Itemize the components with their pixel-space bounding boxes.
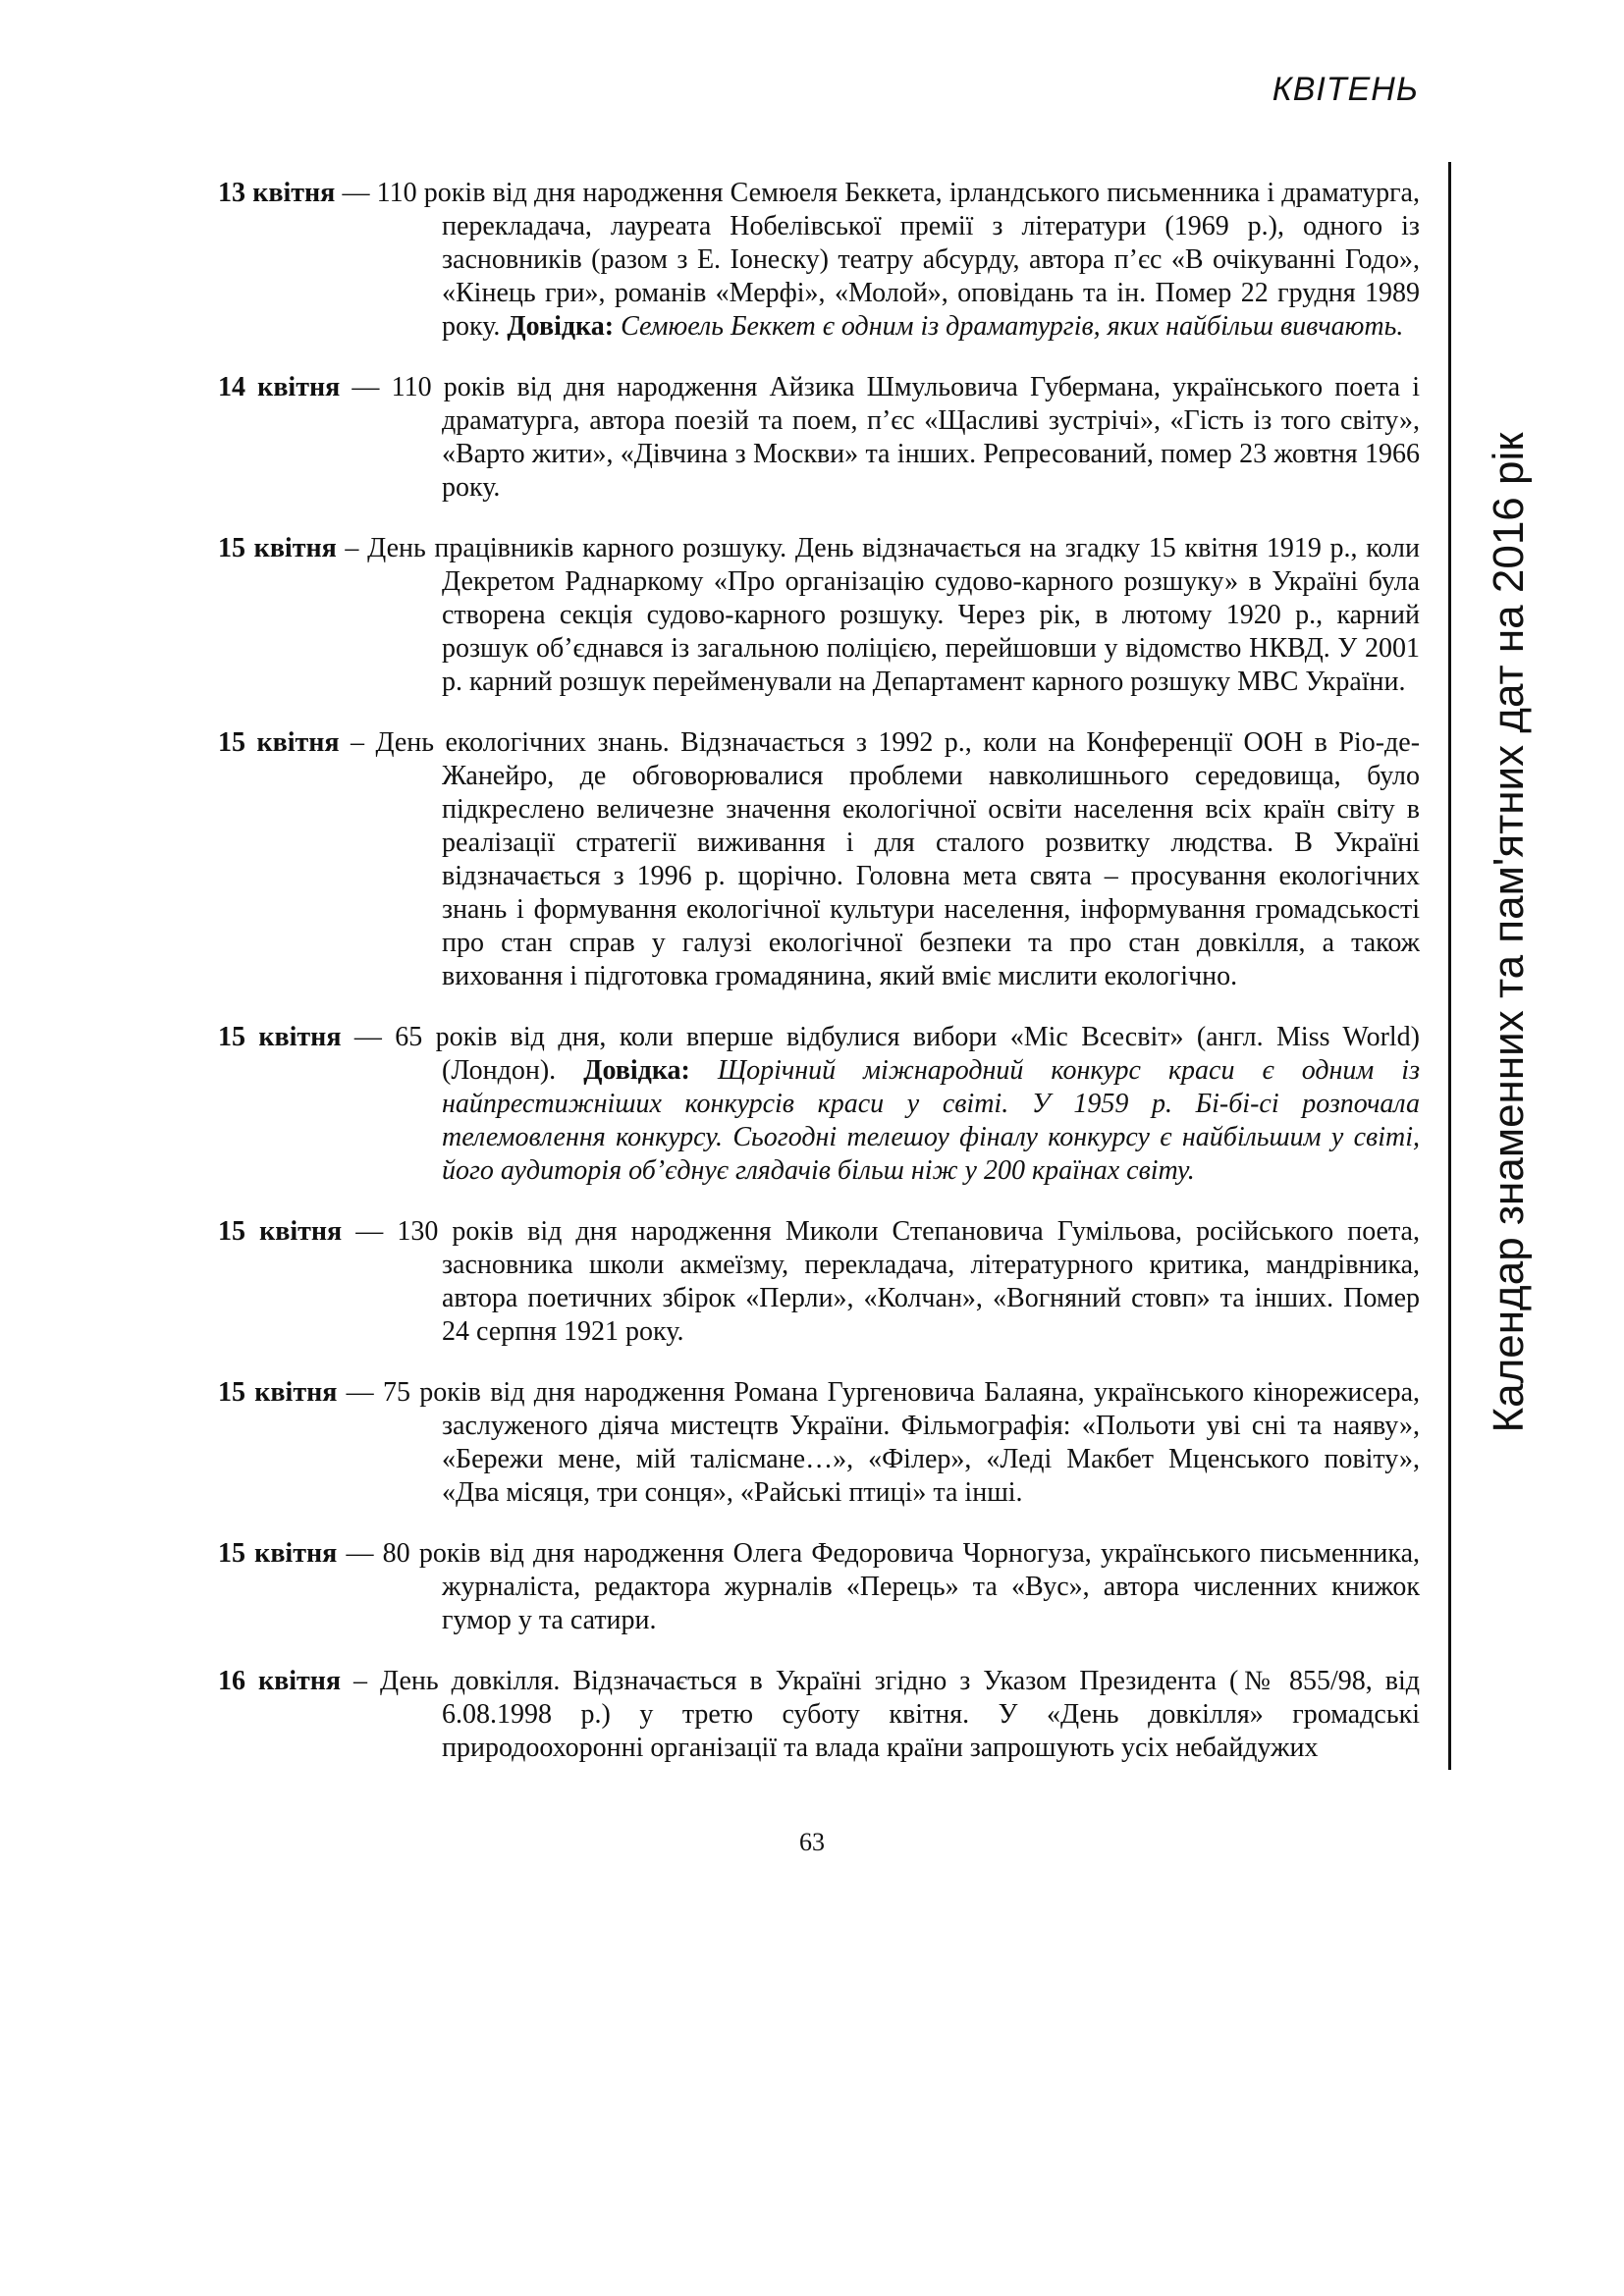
entry-text: 65 років від дня, коли вперше відбулися вибори «Міс Всесвіт» (англ. Miss World) (Лондон).: [395, 1022, 1420, 1086]
note-text: Щорічний міжнародний конкурс краси є одним із найпрестижніших конкурсів краси у світі. У 1959 р. Бі-бі-сі розпочала телемовлення конкурсу. Сьогодні телешоу фіналу конкурсу є найбільшим у світі, його аудиторія об’єднує глядачів більш ніж у 200 країнах світу.: [442, 1055, 1421, 1186]
entry-date: 14 квітня: [218, 372, 341, 402]
entry-15-april-criminal-investigation: [218, 532, 1420, 699]
entry-text: День працівників карного розшуку. День відзначається на згадку 15 квітня 1919 р., коли Декретом Раднаркому «Про організацію судово-карного розшуку» в Україні була створена секція судово-карного розшуку. Через рік, в лютому 1920 р., карний розшук об’єднався із загальною поліцією, перейшовши у відомство НКВД. У 2001 р. карний розшук перейменували на Департамент карного розшуку МВС України.: [367, 533, 1420, 697]
note-text: Семюель Беккет є одним із драматургів, яких найбільш вивчають.: [614, 311, 1404, 342]
entry-text: 130 років від дня народження Миколи Степановича Гумільова, російського поета, засновника школи акмеїзму, перекладача, літературного критика, мандрівника, автора поетичних збірок «Перли», «Колчан», «Вогняний стовп» та інших. Помер 24 серпня 1921 року.: [397, 1216, 1420, 1347]
calendar-entries: [218, 149, 1420, 1773]
entry-text: День екологічних знань. Відзначається з 1992 р., коли на Конференції ООН в Ріо-де-Жанейро, де обговорювалися проблеми навколишнього середовища, було підкреслено величезне значення екологічної освіти населення всіх країн світу в реалізації стратегії виживання і для сталого розвитку людства. В Україні відзначається з 1996 р. щорічно. Головна мета свята – просування екологічних знань і формування екологічної культури населення, інформування громадськості про стан справ у галузі екологічної безпеки та про стан довкілля, а також виховання і підготовка громадянина, який вміє мислити екологічно.: [375, 727, 1421, 991]
entry-date: 15 квітня: [218, 1538, 338, 1569]
entry-date: 15 квітня: [218, 1216, 343, 1247]
entry-15-april-balayan: [218, 1376, 1420, 1510]
entry-16-april-environment-day: [218, 1665, 1420, 1765]
entry-15-april-gumilev: [218, 1215, 1420, 1349]
entry-date: 15 квітня: [218, 727, 340, 758]
note-label: Довідка:: [583, 1055, 690, 1086]
entry-text: 80 років від дня народження Олега Федоровича Чорногуза, українського письменника, журналіста, редактора журналів «Перець» та «Вус», автора численних книжок гумор у та сатири.: [382, 1538, 1421, 1635]
entry-separator: —: [340, 372, 392, 402]
entry-separator: –: [339, 727, 376, 758]
entry-15-april-chornohuz: [218, 1537, 1420, 1637]
entry-date: 15 квітня: [218, 1022, 342, 1052]
entry-text: 110 років від дня народження Айзика Шмульовича Губермана, українського поета і драматурга, автора поезій та поем, п’єс «Щасливі зустрічі», «Гість із того світу», «Варто жити», «Дівчина з Москви» та інших. Репресований, помер 23 жовтня 1966 року.: [391, 372, 1421, 503]
entry-text: 110 років від дня народження Семюеля Беккета, ірландського письменника і драматурга, перекладача, лауреата Нобелівської премії з літератури (1969 р.), одного із засновників (разом з Е. Іонеску) театру абсурду, автора п’єс «В очікуванні Годо», «Кінець гри», романів «Мерфі», «Молой», оповідань та ін. Помер 22 грудня 1989 року.: [376, 178, 1420, 342]
entry-separator: –: [336, 533, 368, 563]
entry-separator: —: [337, 1538, 383, 1569]
entry-15-april-miss-world: [218, 1021, 1420, 1188]
entry-date: 16 квітня: [218, 1666, 342, 1696]
entry-date: 13 квітня: [218, 178, 336, 208]
entry-separator: —: [335, 178, 377, 208]
entry-13-april: [218, 177, 1420, 344]
section-header: КВІТЕНЬ: [1272, 71, 1419, 108]
entry-separator: —: [337, 1377, 383, 1408]
entry-date: 15 квітня: [218, 533, 337, 563]
side-title: Календар знаменних та пам'ятних дат на 2016 рік: [1485, 432, 1533, 1433]
entry-separator: –: [341, 1666, 381, 1696]
entry-separator: —: [342, 1216, 398, 1247]
entry-14-april: [218, 371, 1420, 505]
vertical-divider: [1448, 162, 1451, 1770]
entry-text: День довкілля. Відзначається в Україні згідно з Указом Президента (№ 855/98, від 6.08.1998 р.) у третю суботу квітня. У «День довкілля» громадські природоохоронні організації та влада країни запрошують усіх небайдужих: [380, 1666, 1421, 1763]
entry-date: 15 квітня: [218, 1377, 338, 1408]
entry-15-april-ecology-day: [218, 726, 1420, 993]
entry-text: 75 років від дня народження Романа Гургеновича Балаяна, українського кінорежисера, заслуженого діяча мистецтв України. Фільмографія: «Польоти уві сні та наяву», «Бережи мене, мій талісмане…», «Філер», «Леді Макбет Мценського повіту», «Два місяця, три сонця», «Райські птиці» та інші.: [382, 1377, 1420, 1508]
page-number: 63: [799, 1828, 825, 1856]
note-label: Довідка:: [507, 311, 615, 342]
entry-separator: —: [341, 1022, 396, 1052]
